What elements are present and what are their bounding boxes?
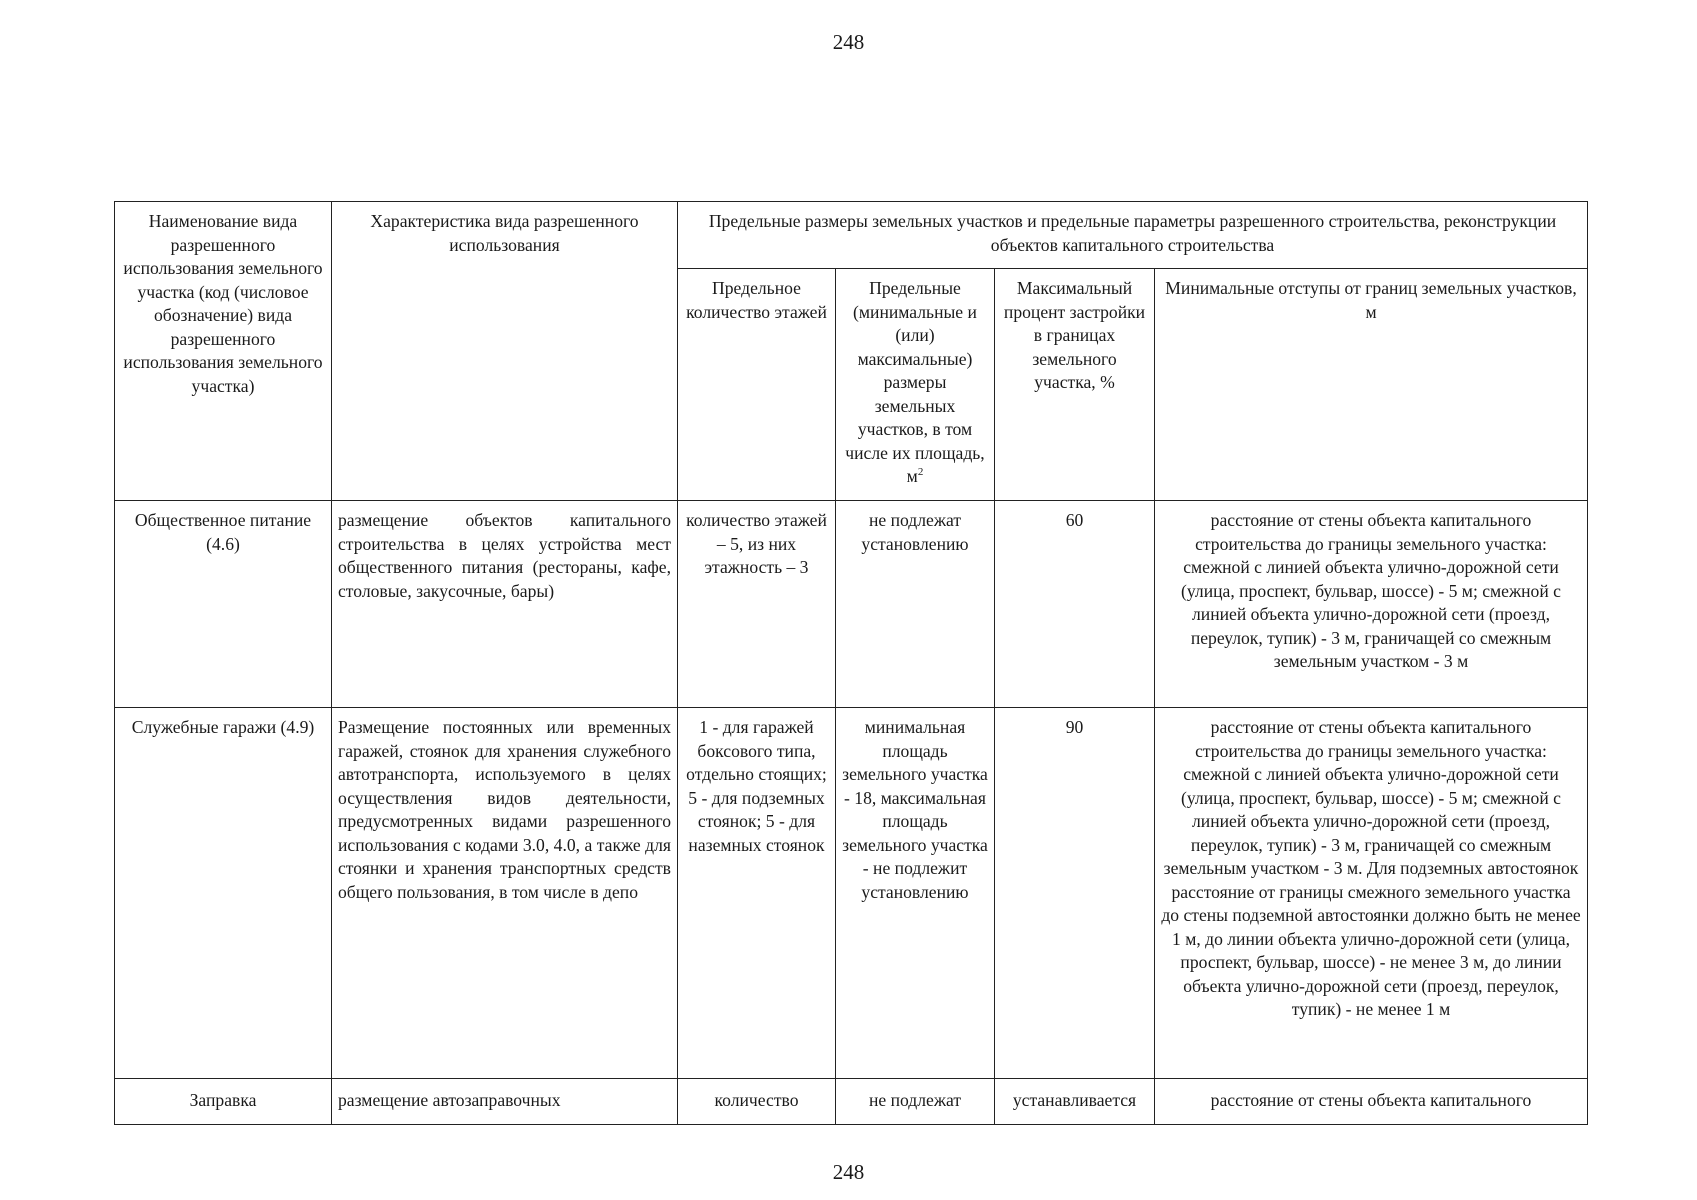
table-row: [115, 501, 1588, 708]
table-row: [115, 1079, 1588, 1125]
header-row-1: [115, 202, 1588, 269]
cell-plot-sizes: минимальная площадь земельного участка - 18, максимальная площадь земельного участка - не подлежит установлению: [836, 708, 995, 1079]
cell-floors: количество: [678, 1079, 836, 1125]
cell-build-percent: устанавливается: [995, 1079, 1155, 1125]
cell-setbacks: расстояние от стены объекта капитального: [1155, 1079, 1588, 1125]
cell-plot-sizes: не подлежат: [836, 1079, 995, 1125]
cell-plot-sizes: не подлежат установлению: [836, 501, 995, 708]
page-number-bottom: 248: [832, 1160, 865, 1184]
cell-use-name: Общественное питание (4.6): [115, 501, 332, 708]
table-row: [115, 708, 1588, 1079]
cell-use-characteristic: размещение автозаправочных: [332, 1079, 678, 1125]
header-plot-sizes-superscript: 2: [917, 466, 924, 479]
header-build-percent: Максимальный процент застройки в границах земельного участка, %: [995, 269, 1155, 501]
header-setbacks: Минимальные отступы от границ земельных участков, м: [1155, 269, 1588, 501]
cell-setbacks: расстояние от стены объекта капитального строительства до границы земельного участка: смежной с линией объекта улично-дорожной сети (улица, проспект, бульвар, шоссе) - 5 м; смежной с линией объекта улично-дорожной сети (проезд, переулок, тупик) - 3 м, граничащей со смежным земельным участком - 3 м: [1155, 501, 1588, 708]
header-use-characteristic: Характеристика вида разрешенного использования: [332, 202, 678, 501]
cell-use-name: Служебные гаражи (4.9): [115, 708, 332, 1079]
cell-floors: 1 - для гаражей боксового типа, отдельно стоящих; 5 - для подземных стоянок; 5 - для наземных стоянок: [678, 708, 836, 1079]
header-plot-sizes-text: Предельные (минимальные и (или) максимальные) размеры земельных участков, в том числе их площадь, м: [845, 278, 985, 486]
header-floors: Предельное количество этажей: [678, 269, 836, 501]
page-number-top: 248: [832, 30, 865, 54]
cell-use-characteristic: размещение объектов капитального строительства в целях устройства мест общественного питания (рестораны, кафе, столовые, закусочные, бары): [332, 501, 678, 708]
header-plot-sizes: [836, 269, 995, 501]
cell-build-percent: 60: [995, 501, 1155, 708]
zoning-regulations-table: [114, 201, 1588, 1125]
header-use-name: Наименование вида разрешенного использования земельного участка (код (числовое обозначение) вида разрешенного использования земельного участка): [115, 202, 332, 501]
header-limits-group: Предельные размеры земельных участков и предельные параметры разрешенного строительства, реконструкции объектов капитального строительства: [678, 202, 1588, 269]
cell-build-percent: 90: [995, 708, 1155, 1079]
cell-floors: количество этажей – 5, из них этажность – 3: [678, 501, 836, 708]
cell-use-characteristic: Размещение постоянных или временных гаражей, стоянок для хранения служебного автотранспорта, используемого в целях осуществления видов деятельности, предусмотренных видами разрешенного использования с кодами 3.0, 4.0, а также для стоянки и хранения транспортных средств общего пользования, в том числе в депо: [332, 708, 678, 1079]
cell-use-name: Заправка: [115, 1079, 332, 1125]
cell-setbacks: расстояние от стены объекта капитального строительства до границы земельного участка: смежной с линией объекта улично-дорожной сети (улица, проспект, бульвар, шоссе) - 5 м; смежной с линией объекта улично-дорожной сети (проезд, переулок, тупик) - 3 м, граничащей со смежным земельным участком - 3 м. Для подземных автостоянок расстояние от границы смежного земельного участка до стены подземной автостоянки должно быть не менее 1 м, до линии объекта улично-дорожной сети (улица, проспект, бульвар, шоссе) - не менее 3 м, до линии объекта улично-дорожной сети (проезд, переулок, тупик) - не менее 1 м: [1155, 708, 1588, 1079]
